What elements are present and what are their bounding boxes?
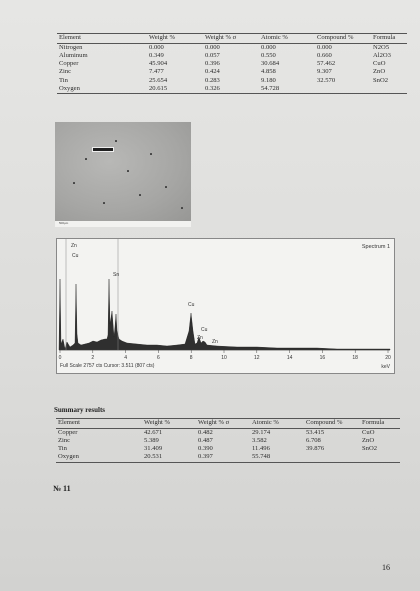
cell: 0.390 [198,445,213,453]
cell: 29.174 [252,428,271,436]
page-number: 16 [382,563,390,572]
cell: 0.550 [261,51,276,59]
cell: Aluminum [59,51,88,59]
peak-label-sn: Sn [113,272,120,278]
micrograph-label-marker [92,147,114,152]
cell: 20.615 [147,85,203,94]
cell: Zinc [59,68,72,76]
cell [371,85,407,94]
cell: 0.000 [149,43,164,51]
cell: 32.570 [317,76,336,84]
cell: Zinc [58,436,71,444]
x-tick-label: 16 [319,355,326,361]
cell: 0.326 [203,85,259,94]
x-tick-label: 0 [58,355,62,361]
cell: Copper [59,60,79,68]
eds-spectrum [56,238,395,374]
particle [103,202,105,204]
cell: 0.396 [205,60,220,68]
particle [85,158,87,160]
summary-title: Summary results [54,406,106,414]
cell [304,453,360,462]
col-atomic-header: Atomic % [250,419,304,429]
col-weight-sigma-header: Weight % σ [203,34,259,44]
cell: 55.748 [250,453,304,462]
cell: Copper [58,428,78,436]
x-tick-label: 18 [352,355,358,361]
col-weight-sigma-header: Weight % σ [196,419,250,429]
table-header-row [56,419,400,429]
cell: 25.654 [149,76,168,84]
cell: 20.531 [142,453,196,462]
cell: 0.424 [205,68,220,76]
cell: Al2O3 [373,51,391,59]
peak-label-cu-ka: Cu [188,302,195,308]
x-axis-ticks [59,350,391,361]
sem-micrograph [55,122,191,221]
col-element-header: Element [57,34,147,44]
cell: 0.000 [261,43,276,51]
element-composition-table [57,33,407,94]
cell [315,85,371,94]
x-tick-label: 20 [385,355,391,361]
particle [181,207,183,209]
section-number: № 11 [53,484,71,493]
table-row [57,60,407,68]
cell: 0.482 [198,428,213,436]
col-atomic-header: Atomic % [259,34,315,44]
cell: Tin [59,76,68,84]
cell: Oxygen [56,453,142,462]
cell: 0.349 [149,51,164,59]
x-tick-label: 2 [91,355,95,361]
x-tick-label: 8 [189,355,193,361]
peak-label-zn-ka: Zn [197,335,203,341]
spectrum-footer: Full Scale 2757 cts Cursor: 3.511 (807 cts) [60,363,155,369]
cell: 0.000 [205,43,220,51]
particle [127,170,129,172]
cell: 0.660 [317,51,332,59]
table-row [57,85,407,94]
col-weight-header: Weight % [147,34,203,44]
col-compound-header: Compound % [315,34,371,44]
table-row [57,52,407,60]
peak-label-zn: Zn [71,243,77,249]
x-tick-label: 14 [286,355,293,361]
cell: Tin [58,445,67,453]
cell: Oxygen [57,85,147,94]
spectrum-plot [57,239,394,373]
x-tick-label: 10 [221,355,227,361]
col-formula-header: Formula [371,34,407,44]
cell: 0.000 [317,43,332,51]
cell: Nitrogen [59,43,83,51]
cell: 0.283 [205,76,220,84]
cell: 3.582 [252,436,267,444]
cell: CuO [373,60,386,68]
particle [115,140,117,142]
col-element-header: Element [56,419,142,429]
particle [73,182,75,184]
table-row [56,428,400,437]
cell: 54.728 [259,85,315,94]
particle [165,186,167,188]
cell: 31.409 [144,445,163,453]
cell: ZnO [373,68,386,76]
cell: 4.858 [261,68,276,76]
peak-label-zn-kb: Zn [212,339,218,345]
cell: 9.307 [317,68,332,76]
cell: 0.057 [205,51,220,59]
particle [150,153,152,155]
cell: SnO2 [362,445,378,453]
cell: 6.708 [306,436,321,444]
table-row [57,43,407,52]
particle [139,194,141,196]
cell: 57.462 [317,60,336,68]
x-tick-label: 12 [254,355,260,361]
x-tick-label: 4 [124,355,127,361]
col-weight-header: Weight % [142,419,196,429]
table-header-row [57,34,407,44]
cell: 9.180 [261,76,276,84]
scale-bar-caption: 500µm [59,221,69,225]
cell: 45.904 [149,60,168,68]
cell: 0.397 [196,453,250,462]
cell: 5.389 [144,436,159,444]
cell: SnO2 [373,76,389,84]
spectrum-trace [59,279,390,350]
cell [360,453,400,462]
cell: 39.876 [306,445,325,453]
cell: 11.496 [252,445,270,453]
cell: 30.684 [261,60,280,68]
cell: CuO [362,428,375,436]
cell: 7.477 [149,68,164,76]
table-row [56,445,400,453]
cell: 53.415 [306,428,325,436]
table-row [56,453,400,462]
x-tick-label: 6 [157,355,160,361]
col-formula-header: Formula [360,419,400,429]
col-compound-header: Compound % [304,419,360,429]
cell: 42.671 [144,428,163,436]
peak-label-cu: Cu [72,253,79,259]
x-axis-unit: keV [381,364,390,370]
cell: 0.487 [198,436,213,444]
micrograph-footer [55,221,191,227]
table-row [57,77,407,85]
cell: N2O5 [373,43,390,51]
spectrum-title: Spectrum 1 [361,244,390,250]
summary-results-table [56,418,400,463]
table-row [57,68,407,76]
peak-label-cu-kb: Cu [201,327,208,333]
cell: ZnO [362,436,375,444]
table-row [56,437,400,445]
